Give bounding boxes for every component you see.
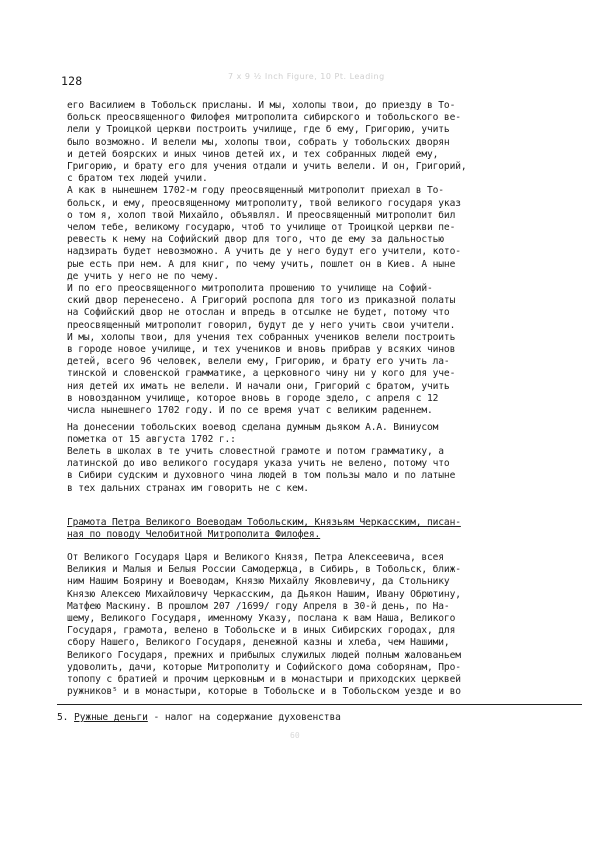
text-line: и детей боярских и иных чинов детей их, и тех собранных людей ему, xyxy=(67,148,439,160)
text-line: ния детей их имать не велели. И начали они, Григорий с братом, учить xyxy=(67,380,450,392)
text-line: топопу с братией и прочим церковным и в монастыри и приходских церквей xyxy=(67,674,461,686)
body-text-block xyxy=(67,100,582,417)
text-line: больск преосвященного Филофея митрополита сибирского и тобольского ве- xyxy=(67,112,461,124)
text-line: Велеть в школах в те учить словестной грамоте и потом грамматику, а xyxy=(67,446,444,457)
text-line: Князю Алексею Михайловичу Черкасским, да Дьякон Нашим, Ивану Обрютину, xyxy=(67,588,461,600)
text-line: И по его преосвященного митрополита прошению то училище на Софий- xyxy=(67,283,433,295)
text-line: лели у Троицкой церкви построить училище, где б ему, Григорию, учить xyxy=(67,124,450,136)
text-line: преосвященный митрополит говорил, будут де у него учить свои учители. xyxy=(67,319,456,331)
text-line: числа нынешнего 1702 году. И по се время учат с великим раденнем. xyxy=(67,405,433,417)
footnote-divider xyxy=(57,704,582,705)
text-line: ревесть к нему на Софийский двор для того, что де ему за дальностью xyxy=(67,234,444,246)
text-line: шему, Великого Государя, именному Указу, послана к вам Наша, Великого xyxy=(67,613,456,625)
charter-text-block xyxy=(67,552,582,698)
text-line: надзирать будет невозможно. А учить де у него будут его учители, кото- xyxy=(67,246,461,258)
text-line: челом тебе, великому государю, чтоб то училище от Троицкой церкви пе- xyxy=(67,222,456,234)
text-line: больск, и ему, преосвященному митрополиту, твой великого государя указ xyxy=(67,197,461,209)
text-line: От Великого Государя Царя и Великого Князя, Петра Алексеевича, всея xyxy=(67,552,444,563)
text-line: ружников⁵ и в монастыри, которые в Тобольске и в Тобольском уезде и во xyxy=(67,686,461,698)
footnote-term: Ружные деньги xyxy=(74,712,148,723)
footnote-number: 5. xyxy=(57,712,69,723)
text-line: Великия и Малыя и Белыя России Самодержца, в Сибирь, в Тобольск, ближ- xyxy=(67,564,461,576)
text-line: сбору Нашего, Великого Государя, денежной казны и хлеба, чем Нашими, xyxy=(67,637,450,649)
text-line: латинской до иво великого государя указа учить не велено, потому что xyxy=(67,458,450,470)
text-line: удоволить, дачи, которые Митрополиту и Софийского дома соборянам, Про- xyxy=(67,661,461,673)
text-line: на Софийский двор не отослан и впредь в отсылке не будет, потому что xyxy=(67,307,450,319)
text-line: о том я, холоп твой Михайло, объявлял. И преосвященный митрополит бил xyxy=(67,209,456,221)
text-line: в Сибири судским и духовного чина людей в том пользы мало и по латыне xyxy=(67,470,456,482)
text-line: Великого Государя, прежних и прибылых служилых людей полным жалованьем xyxy=(67,649,461,661)
text-line: пометка от 15 августа 1702 г.: xyxy=(67,434,236,446)
annotation-note xyxy=(67,422,582,446)
page-number: 128 xyxy=(61,74,83,88)
text-line: Матфею Маскину. В прошлом 207 /1699/ году Апреля в 30-й день, по На- xyxy=(67,600,450,612)
text-line: тинской и словенской грамматике, а церковного чину ни у кого для уче- xyxy=(67,368,456,380)
text-line: А как в нынешнем 1702-м году преосвященный митрополит приехал в То- xyxy=(67,185,444,197)
text-line: де учить у него не по чему. xyxy=(67,270,219,282)
text-line: его Василием в Тобольск присланы. И мы, холопы твои, до приезду в То- xyxy=(67,100,456,111)
text-line: Государя, грамота, велено в Тобольске и в иных Сибирских городах, для xyxy=(67,625,456,637)
faint-header-text: 7 x 9 ½ Inch Figure, 10 Pt. Leading xyxy=(228,72,385,81)
text-line: было возможно. И велели мы, холопы твои, собрать у тобольских дворян xyxy=(67,136,450,148)
annotation-quote xyxy=(67,446,582,495)
footnote xyxy=(57,712,582,724)
text-line: рые есть при нем. А для книг, по чему учить, пошлет он в Киев. А ныне xyxy=(67,258,456,270)
faint-footer-text: 60 xyxy=(290,731,300,740)
heading-line: ная по поводу Челобитной Митрополита Филофея. xyxy=(67,529,321,541)
text-line: в городе новое училище, и тех учеников и вновь прибрав у всяких чинов xyxy=(67,344,456,356)
text-line: Григорию, и брату его для учения отдали и учить велели. И он, Григорий, xyxy=(67,161,467,173)
text-line: в тех дальних странах им говорить не с кем. xyxy=(67,482,309,494)
text-line: с братом тех людей учили. xyxy=(67,173,208,185)
footnote-text: - налог на содержание духовенства xyxy=(147,712,341,723)
text-line: На донесении тобольских воевод сделана думным дьяком А.А. Виниусом xyxy=(67,422,439,433)
text-line: детей, всего 96 человек, велели ему, Григорию, и брату его учить ла- xyxy=(67,356,450,368)
section-heading xyxy=(67,517,582,541)
text-line: в новозданном училище, которое вновь в городе здело, с апреля с 12 xyxy=(67,392,439,404)
heading-line: Грамота Петра Великого Воеводам Тобольским, Князьям Черкасским, писан- xyxy=(67,517,461,528)
text-line: ский двор перенесено. А Григорий роспопа для того из приказной полаты xyxy=(67,295,456,307)
text-line: И мы, холопы твои, для учения тех собранных учеников велели построить xyxy=(67,331,456,343)
text-line: ним Нашим Боярину и Воеводам, Князю Михайлу Яковлевичу, да Стольнику xyxy=(67,576,450,588)
